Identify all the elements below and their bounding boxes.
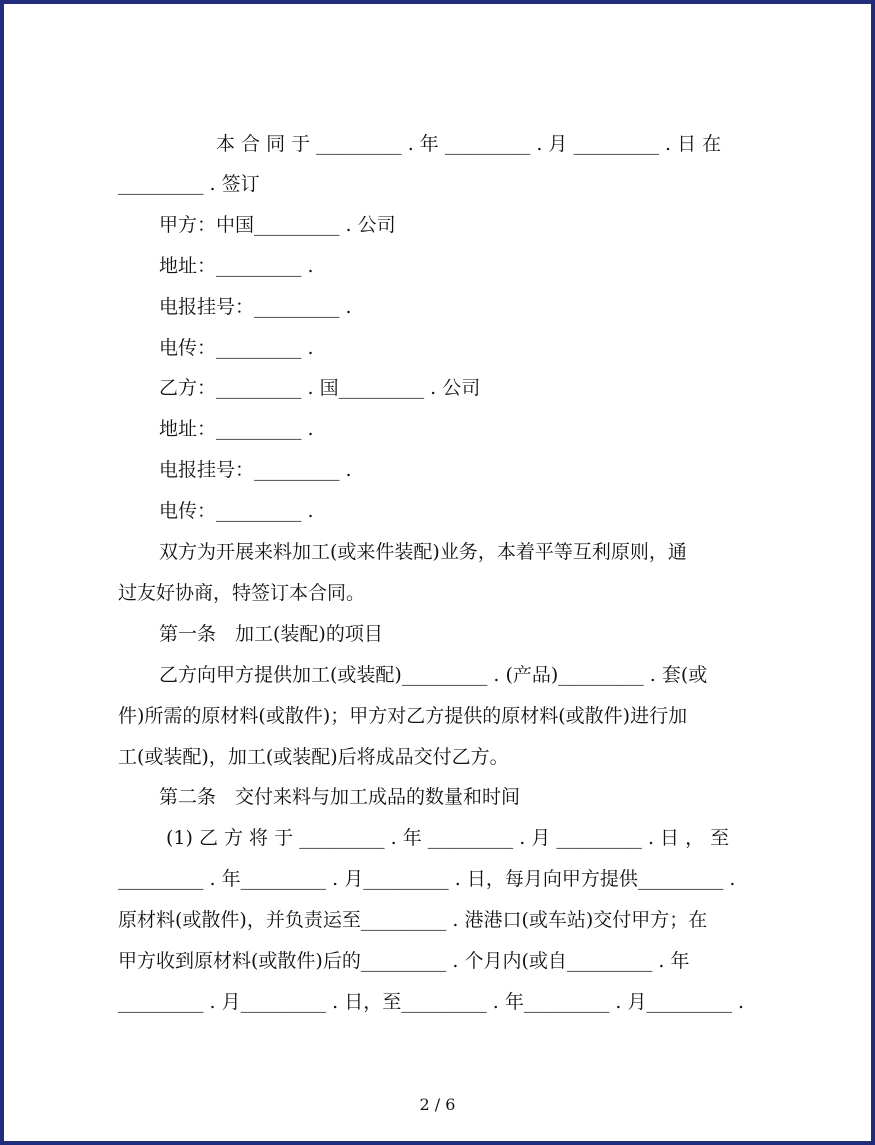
article-2-line-4: 甲方收到原材料(或散件)后的_________ . 个月内(或自_________ . 年: [118, 950, 690, 972]
text-line-2: _________ . 签订: [118, 173, 260, 195]
text-line-preamble-2: 过友好协商，特签订本合同。: [118, 582, 366, 604]
text-line-1: 本 合 同 于 _________ . 年 _________ . 月 _________ . 日 在: [216, 133, 722, 155]
page-number: 2 / 6: [419, 1095, 456, 1114]
text-line-address-a: 地址：_________ .: [159, 255, 314, 277]
text-line-address-b: 地址：_________ .: [159, 418, 314, 440]
article-2-line-3: 原材料(或散件)，并负责运至_________ . 港港口(或车站)交付甲方；在: [118, 909, 708, 931]
article-1-line-3: 工(或装配)，加工(或装配)后将成品交付乙方。: [118, 746, 509, 768]
text-line-telegraph-a: 电报挂号：_________ .: [159, 296, 352, 318]
article-1-line-2: 件)所需的原材料(或散件)；甲方对乙方提供的原材料(或散件)进行加: [118, 705, 688, 727]
article-2-heading: 第二条 交付来料与加工成品的数量和时间: [159, 786, 521, 808]
text-line-party-b: 乙方：_________ . 国_________ . 公司: [159, 377, 481, 399]
article-1-line-1: 乙方向甲方提供加工(或装配)_________ . (产品)_________ . 套(或: [159, 664, 708, 686]
article-2-line-1: (1) 乙 方 将 于 _________ . 年 _________ . 月 _________ . 日 ， 至: [166, 827, 730, 849]
text-line-telex-a: 电传：_________ .: [159, 337, 314, 359]
article-2-line-5: _________ . 月_________ . 日，至_________ . 年_________ . 月_________ .: [118, 991, 745, 1013]
text-line-telex-b: 电传：_________ .: [159, 500, 314, 522]
text-line-telegraph-b: 电报挂号：_________ .: [159, 459, 352, 481]
text-line-party-a: 甲方：中国_________ . 公司: [159, 214, 396, 236]
article-2-line-2: _________ . 年_________ . 月_________ . 日，每月向甲方提供_________ .: [118, 868, 736, 890]
text-line-preamble-1: 双方为开展来料加工(或来件装配)业务，本着平等互利原则，通: [159, 541, 687, 563]
article-1-heading: 第一条 加工(装配)的项目: [159, 623, 383, 645]
